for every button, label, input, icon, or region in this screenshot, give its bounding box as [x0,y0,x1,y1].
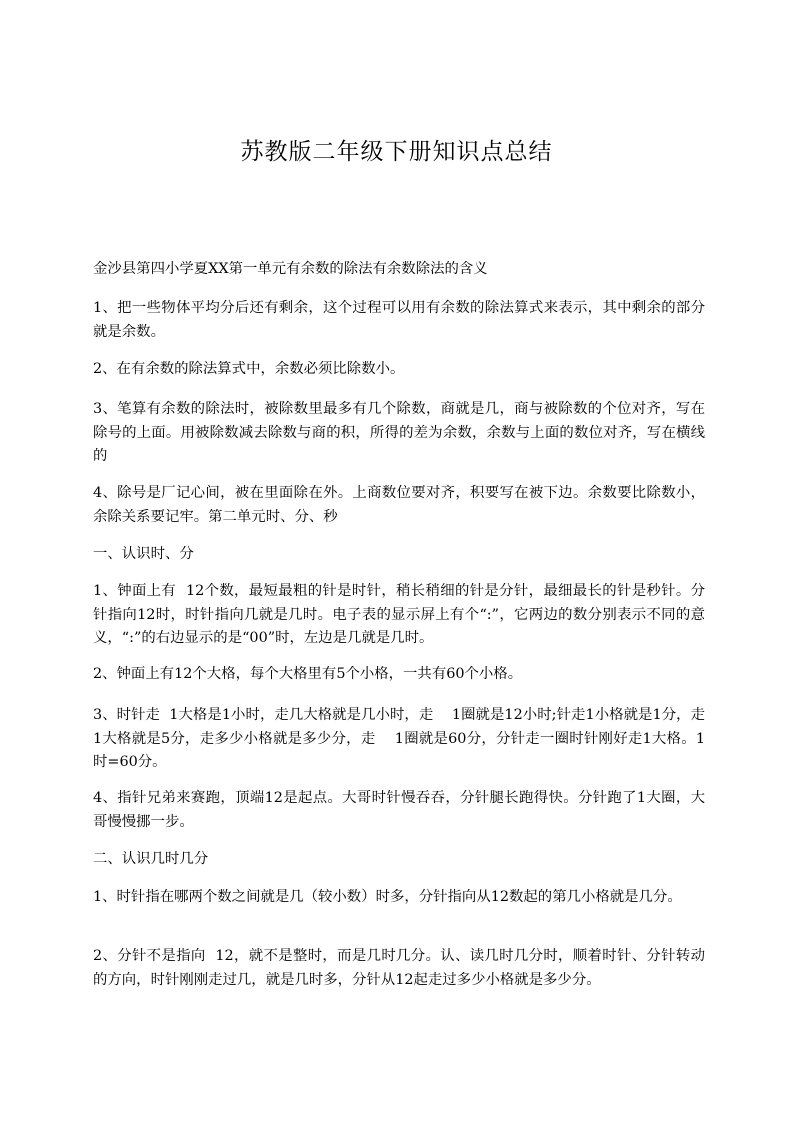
paragraph-hands-race-rhyme: 4、指针兄弟来赛跑，顶端12是起点。大哥时针慢吞吞，分针腿长跑得快。分针跑了1大圈，大哥慢慢挪一步。 [93,790,705,830]
page-title: 苏教版二年级下册知识点总结 [240,139,553,165]
paragraph-hour-hand-between: 1、时针指在哪两个数之间就是几（较小数）时多，分针指向从12数起的第几小格就是几分。 [93,889,682,905]
paragraph-reading-minutes: 2、分针不是指向 12，就不是整时，而是几时几分。认、读几时几分时，顺着时针、分针转动的方向，时针刚刚走过几，就是几时多，分针从12起走过多少小格就是多少分。 [93,948,705,988]
paragraph-clock-hands: 1、钟面上有 12个数，最短最粗的针是时针，稍长稍细的针是分针，最细最长的针是秒针。分针指向12时，时针指向几就是几时。电子表的显示屏上有个“:”，它两边的数分别表示不同的意义，“:”的右边显示的是“00”时，左边是几就是几时。 [93,583,705,646]
paragraph-written-division: 3、笔算有余数的除法时，被除数里最多有几个除数，商就是几，商与被除数的个位对齐，写在除号的上面。用被除数减去除数与商的积，所得的差为余数，余数与上面的数位对齐，写在横线的 [93,401,705,464]
paragraph-hand-movement: 3、时针走 1大格是1小时，走几大格就是几小时，走 1圈就是12小时;针走1小格就是1分，走 1大格就是5分，走多少小格就是多少分，走 1圈就是60分，分针走一圈时针刚好走1大格。1时=60分。 [93,707,715,770]
unit-one-heading: 金沙县第四小学夏XX第一单元有余数的除法有余数除法的含义 [93,261,488,277]
paragraph-clock-divisions: 2、钟面上有12个大格，每个大格里有5个小格，一共有60个小格。 [93,666,523,682]
paragraph-remainder-smaller: 2、在有余数的除法算式中，余数必须比除数小。 [93,361,405,377]
section-heading-reading-time: 二、认识几时几分 [93,851,209,867]
section-heading-hours-minutes: 一、认识时、分 [93,546,194,562]
paragraph-division-rhyme: 4、除号是厂记心间，被在里面除在外。上商数位要对齐，积要写在被下边。余数要比除数小，余除关系要记牢。第二单元时、分、秒 [93,485,705,525]
paragraph-remainder-meaning: 1、把一些物体平均分后还有剩余，这个过程可以用有余数的除法算式来表示，其中剩余的部分就是余数。 [93,300,705,340]
